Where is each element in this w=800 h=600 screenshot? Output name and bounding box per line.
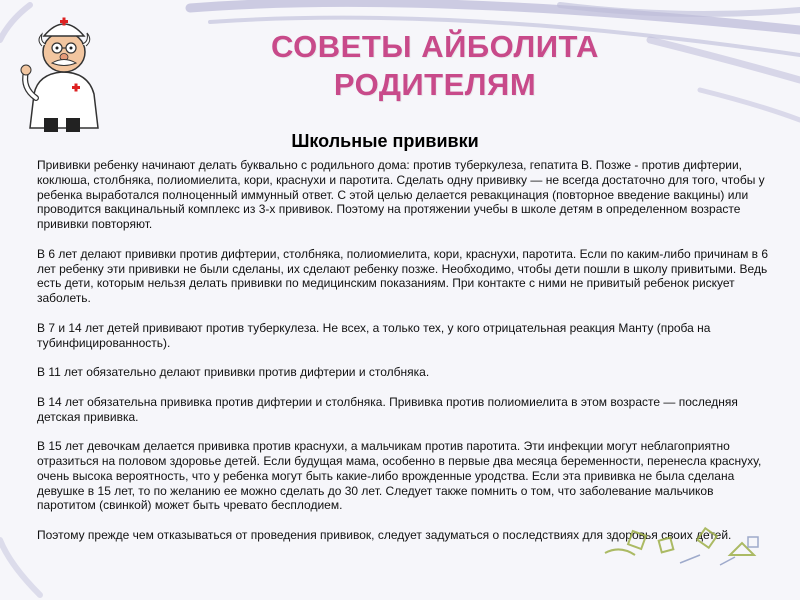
paragraph-age-7-14: В 7 и 14 лет детей прививают против туберкулеза. Не всех, а только тех, у кого отрицательная реакция Манту (проба на тубинфицированность). (37, 320, 711, 350)
title-line-1: СОВЕТЫ АЙБОЛИТА (271, 29, 599, 64)
body-text (37, 158, 770, 558)
corner-deco-shapes (600, 525, 770, 570)
paragraph-age-6: В 6 лет делают прививки против дифтерии, столбняка, полиомиелита, кори, краснухи, паротита. Если по каким-либо причинам в 6 лет ребенку эти прививки не были сделаны, их сделают ребенку позже. Необходимо, чтобы дети пошли в школу привитыми. Ведь есть дети, которым нельзя делать прививки по медицинским показаниям. При контакте с ними не привитый ребенок рискует заболеть. (37, 246, 769, 306)
title-line-2: РОДИТЕЛЯМ (333, 67, 537, 102)
doctor-aibolit-illustration (16, 10, 108, 134)
paragraph-conclusion: Поэтому прежде чем отказываться от проведения прививок, следует задуматься о последствиях для здоровья своих детей. (37, 527, 732, 542)
paragraph-age-14: В 14 лет обязательна прививка против дифтерии и столбняка. Прививка против полиомиелита в этом возрасте — последняя детская прививка. (37, 394, 738, 424)
slide-title (220, 28, 650, 104)
paragraph-age-11: В 11 лет обязательно делают прививки против дифтерии и столбняка. (37, 365, 430, 380)
paragraph-age-15: В 15 лет девочкам делается прививка против краснухи, а мальчикам против паротита. Эти инфекции могут неблагоприятно отразиться на половом здоровье детей. Если будущая мама, особенно в первые два месяца беременности, перенесла краснуху, очень высока вероятность, что у ребенка могут быть какие-либо врожденные уродства. Если эта прививка не была сделана девушке в 15 лет, то по желанию ее можно сделать до 30 лет. Следует также помнить о том, что заболевание мальчиков паротитом (свинкой) может быть чревато бесплодием. (37, 439, 762, 513)
paragraph-intro: Прививки ребенку начинают делать буквально с родильного дома: против туберкулеза, гепатита В. Позже - против дифтерии, коклюша, столбняка, полиомиелита, кори, краснухи и паротита. Сделать одну прививку — не всегда достаточно для того, чтобы у ребенка выработался полноценный иммунный ответ. С этой целью делается ревакцинация (повторное введение вакцины) или проводится вакцинальный комплекс из 3-х прививок. Поэтому на протяжении учебы в школе детям в определенном возрасте прививки повторяют. (37, 158, 765, 232)
slide-subtitle: Школьные прививки (291, 131, 479, 151)
